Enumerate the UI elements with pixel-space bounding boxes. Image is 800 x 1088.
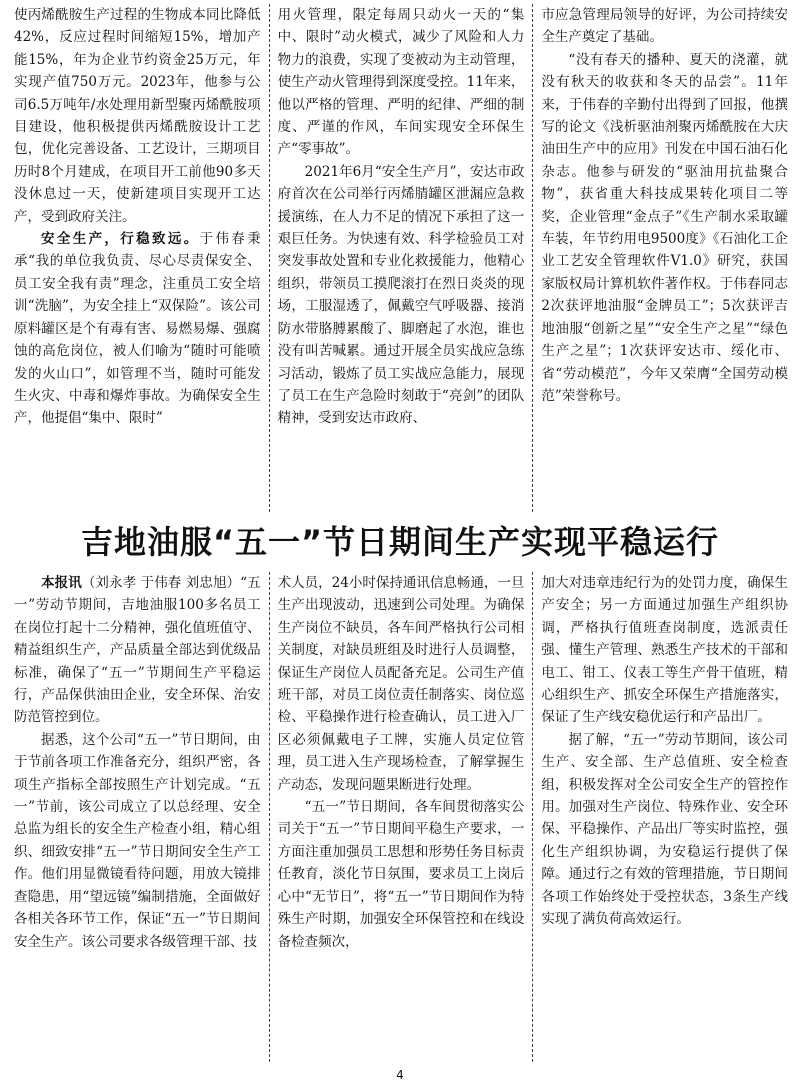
paragraph: 用火管理，限定每周只动火一天的“集中、限时”动火模式，减少了风险和人力物力的浪费，实现了变被动为主动管理，使生产动火管理得到深度受控。11年来，他以严格的管理、严明的纪律、严细的制度、严谨的作风，车间实现安全环保生产“零事故”。 [277,7,525,158]
paragraph [14,228,261,430]
paragraph: 据了解，“五一”劳动节期间，该公司生产、安全部、生产总值班、安全检查组，积极发挥对全公司安全生产的管控作用。加强对生产岗位、特殊作业、安全环保、平稳操作、产品出厂等实时监控，强化生产组织协调，为安稳运行提供了保障。通过行之有效的管理措施，节日期间各项工作始终处于受控状态，3条生产线实现了满负荷高效运行。 [541,731,789,928]
paragraph: “五一”节日期间，各车间贯彻落实公司关于“五一”节日期间平稳生产要求，一方面注重加强员工思想和形势任务目标责任教育，淡化节日氛围，要求员工上岗后心中“无节日”，将“五一”节日期间作为特殊生产时期，加强安全环保管控和在线设备检查频次， [277,799,525,950]
paragraph: 市应急管理局领导的好评，为公司持续安全生产奠定了基础。 [541,7,789,46]
paragraph [14,572,261,729]
article-continuation [6,4,796,512]
bottom-column-3 [533,572,796,1062]
bottom-column-2 [270,572,534,1062]
news-article [6,572,796,1062]
paragraph: 使丙烯酰胺生产过程的生物成本同比降低42%，反应过程时间缩短15%，增加产能15%，年为企业节约资金25万元，年实现产值750万元。2023年，他参与公司6.5万吨年/水处理用新型聚丙烯酰胺项目建设，他积极提供丙烯酰胺设计工艺包，优化完善设备、工艺设计，三期项目历时8个月建成，在项目开工前他90多天没休息过一天，使新建项目实现开工达产，受到政府关注。 [14,7,261,225]
paragraph: 据悉，这个公司“五一”节日期间，由于节前各项工作准备充分，组织严密，各项生产指标全部按照生产计划完成。“五一”节前，该公司成立了以总经理、安全总监为组长的安全生产检查小组，精心组织、细致安排“五一”节日期间安全生产工作。他们用显微镜看待问题，用放大镜排查隐患，用“望远镜”编制措施，全面做好各相关各环节工作，保证“五一”节日期间安全生产。该公司要求各级管理干部、技 [14,731,261,950]
top-column-1 [6,4,270,512]
paragraph: “没有春天的播种、夏天的浇灌，就没有秋天的收获和冬天的品尝”。11年来，于伟春的辛勤付出得到了回报，他撰写的论文《浅析驱油剂聚丙烯酰胺在大庆油田生产中的应用》刊发在中国石油石化杂志。他参与研发的“驱油用抗盐聚合物”，获省重大科技成果转化项目二等奖，企业管理“金点子”《生产制水采取罐车装，年节约用电9500度》《石油化工企业工艺安全管理软件V1.0》研究，获国家版权局计算机软件著作权。于伟春同志2次获评地油服“金牌员工”；5次获评吉地油服“创新之星”“安全生产之星”“绿色生产之星”；1次获评安达市、绥化市、省“劳动模范”，今年又荣膺“全国劳动模范”荣誉称号。 [541,51,789,404]
paragraph-text: 于伟春秉承“我的单位我负责、尽心尽责保安全、员工安全我有责”理念，注重员工安全培训“洗脑”，为安全挂上“双保险”。该公司原料罐区是个有毒有害、易燃易爆、强腐蚀的高危岗位，被人们喻为“随时可能喷发的火山口”，如管理不当，随时可能发生火灾、中毒和爆炸事故。为确保安全生产，他提倡“集中、限时” [14,231,261,427]
paragraph: 加大对违章违纪行为的处罚力度，确保生产安全；另一方面通过加强生产组织协调，严格执行值班查岗制度，选派责任强、懂生产管理、熟悉生产技术的干部和电工、钳工、仪表工等生产骨干值班，精心组织生产、抓安全环保生产措施落实，保证了生产线安稳优运行和产品出厂。 [541,575,789,726]
article-headline: 吉地油服“五一”节日期间生产实现平稳运行 [80,523,720,561]
dateline: 本报讯 [41,575,82,591]
bottom-column-1 [6,572,270,1062]
paragraph: 2021年6月“安全生产月”，安达市政府首次在公司举行丙烯腈罐区泄漏应急救援演练，在人力不足的情况下承担了这一艰巨任务。为快速有效、科学检验员工对突发事故处置和专业化救援能力，他精心组织，带领员工摸爬滚打在烈日炎炎的现场，工服湿透了，佩戴空气呼吸器、接消防水带胳膊累酸了、脚磨起了水泡，谁也没有叫苦喊累。通过开展全员实战应急练习活动，锻炼了员工实战应急能力，展现了员工在生产急险时刻敢于“亮剑”的团队精神，受到安达市政府、 [277,163,525,427]
page-number: 4 [396,1068,404,1082]
top-column-2 [270,4,534,512]
section-lead: 安全生产，行稳致远。 [41,231,200,248]
paragraph: 术人员，24小时保持通讯信息畅通，一旦生产出现波动，迅速到公司处理。为确保生产岗位不缺员，各车间严格执行公司相关制度，对缺员班组及时进行人员调整，保证生产岗位人员配备充足。公司生产值班干部，对员工岗位责任制落实、岗位巡检、平稳操作进行检查确认，员工进入厂区必须佩戴电子工牌，实施人员定位管理，员工进入生产现场检查，了解掌握生产动态，发现问题果断进行处理。 [277,575,525,793]
top-column-3 [533,4,796,512]
paragraph-text: （刘永孝 于伟春 刘忠旭）“五一”劳动节期间，吉地油服100多名员工在岗位打起十二分精神，强化值班值守、精益组织生产，产品质量全部达到优级品标准，确保了“五一”节期间生产平稳运行，产品保供油田企业，安全环保、治安防范管控到位。 [14,575,261,726]
